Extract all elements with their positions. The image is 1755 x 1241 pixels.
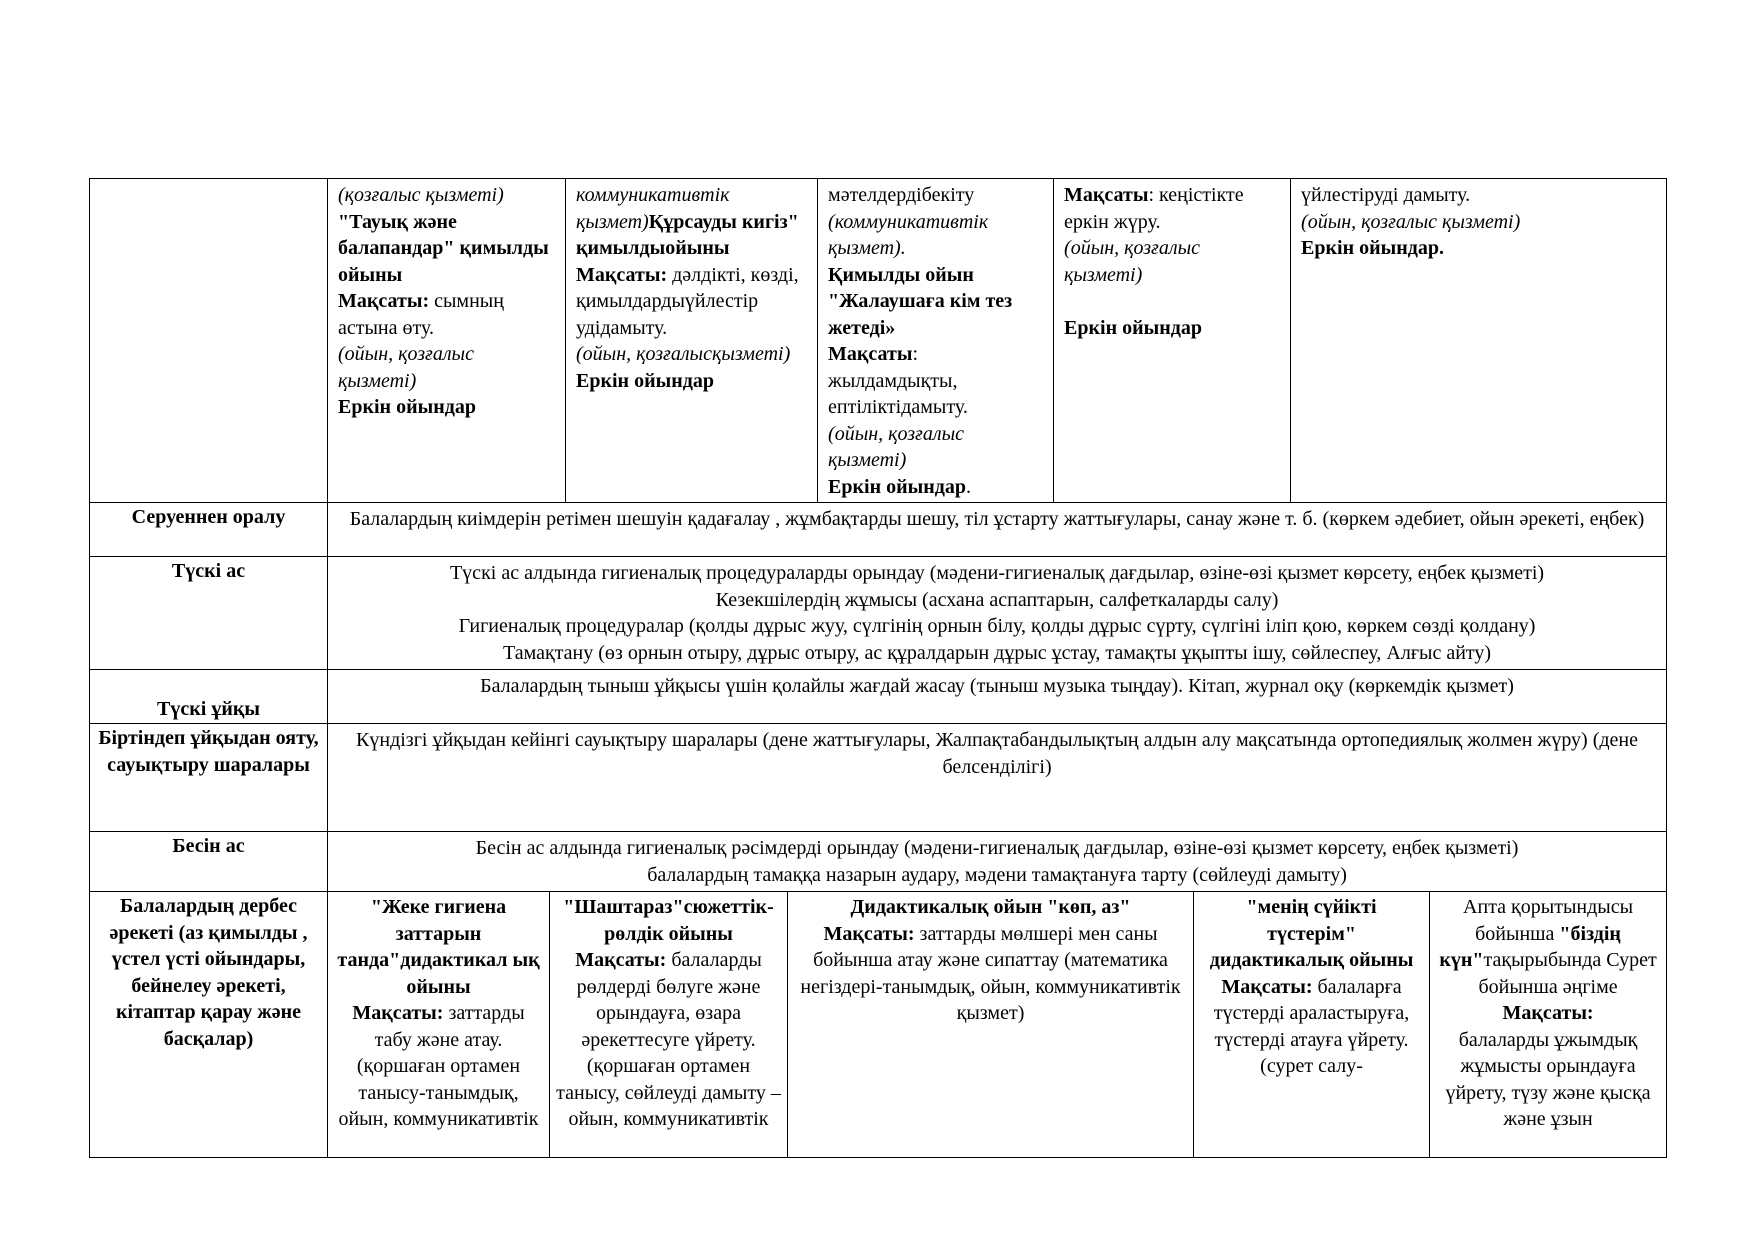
cell-text: Мақсаты: [823, 922, 915, 945]
activity-cell [1194, 892, 1430, 1158]
activity-cell [328, 892, 550, 1158]
description-line: Бесін ас алдында гигиеналық рәсімдерді орындау (мәдени-гигиеналық дағдылар, өзіне-өзі қызмет көрсету, еңбек қызметі) [475, 837, 1519, 859]
table-row [90, 557, 1667, 670]
cell-text: балаларға түстерді араластыруға, түстерді атауға үйрету. [1213, 975, 1410, 1051]
cell-text: "Шаштараз"сюжеттік-рөлдік ойыны [563, 896, 774, 945]
row-label: Түскі ас [90, 557, 328, 670]
cell-text: (қозғалыс қызметі) [338, 184, 504, 206]
row-description [328, 557, 1667, 670]
activity-cell [566, 179, 818, 503]
activity-cell [1054, 179, 1291, 503]
cell-text: (сурет салу- [1260, 1055, 1363, 1077]
cell-text: Мақсаты [828, 343, 913, 365]
description-line: Түскі ас алдында гигиеналық процедураларды орындау (мәдени-гигиеналық дағдылар, өзіне-өзі қызмет көрсету, еңбек қызметі) [449, 562, 1545, 584]
cell-text: (ойын, қозғалысқызметі) [576, 343, 791, 365]
description-line: Балалардың киімдерін ретімен шешуін қадағалау , жұмбақтарды шешу, тіл ұстарту жаттығулары, санау және т. б. (көркем әдебиет, ойын әрекеті, еңбек) [349, 508, 1645, 530]
row-label: Балалардың дербес әрекеті (аз қимылды , үстел үсті ойындары, бейнелеу әрекеті, кітаптар қарау және басқалар) [90, 892, 328, 1158]
cell-text: Дидактикалық ойын "көп, аз" [850, 896, 1131, 918]
cell-text: балаларды ұжымдық жұмысты орындауға үйрету, түзу және қысқа және ұзын [1445, 1028, 1651, 1130]
cell-text: дәлдікті, көзді, қимылдардыүйлестір удідамыту. [576, 263, 799, 339]
cell-text: "менің сүйікті түстерім" дидактикалық ойыны [1209, 896, 1414, 971]
row-label: Түскі ұйқы [90, 670, 328, 724]
cell-text: Мақсаты: [1221, 975, 1313, 998]
cell-text: (ойын, қозғалыс қызметі) [1301, 210, 1521, 233]
description-line: Тамақтану (өз орнын отыру, дұрыс отыру, ас құралдарын дұрыс ұстау, тамақты ұқыпты ішу, сөйлеспеу, Алғыс айту) [502, 641, 1492, 664]
cell-text: Мақсаты [1064, 184, 1149, 206]
cell-text: (ойын, қозғалыс қызметі) [1064, 237, 1200, 286]
row-label: Бесін ас [90, 832, 328, 892]
cell-text: Мақсаты: [576, 263, 668, 286]
cell-text: . [966, 475, 971, 498]
cell-text: мәтелдердібекіту [828, 184, 975, 206]
row-description [328, 503, 1667, 557]
description-line: Кезекшілердің жұмысы (асхана аспаптарын, салфеткаларды салу) [715, 588, 1279, 611]
cell-text: балаларды рөлдерді бөлуге және орындауға, өзара әрекеттесуге үйрету. (қоршаған ортамен танысу, сөйлеуді дамыту – ойын, коммуникативтік [556, 949, 781, 1130]
row-description [328, 832, 1667, 892]
cell-text: Еркін ойындар [338, 396, 476, 418]
table-row [90, 724, 1667, 832]
cell-text: Еркін ойындар [1064, 316, 1202, 339]
table-row [90, 832, 1667, 892]
table-row [90, 670, 1667, 724]
activity-cell [1430, 892, 1667, 1158]
row-label: Біртіндеп ұйқыдан ояту, сауықтыру шаралары [90, 724, 328, 832]
cell-text: коммуникативтік қызмет) [576, 184, 730, 233]
cell-text: Құрсауды кигіз" қимылдыойыны [576, 210, 799, 259]
cell-text: Еркін ойындар [576, 369, 714, 392]
cell-text: заттарды табу және атау. (қоршаған ортамен танысу-танымдық, ойын, коммуникативтік [338, 1002, 539, 1130]
table-row [90, 503, 1667, 557]
cell-text: сымның астына өту. [338, 290, 504, 339]
row-description [328, 670, 1667, 724]
table-row [90, 892, 1667, 1158]
cell-text: Мақсаты: [352, 1002, 444, 1024]
cell-text: Қимылды ойын "Жалаушаға кім тез жетеді» [828, 263, 1013, 339]
cell-text: Мақсаты: [1502, 1002, 1594, 1024]
cell-text: "Жеке гигиена заттарын танда"дидактикал ық ойыны [337, 896, 540, 998]
cell-text: (ойын, қозғалыс қызметі) [828, 422, 964, 471]
activity-cell [328, 179, 566, 503]
cell-text: заттарды мөлшері мен саны бойынша атау және сипаттау (математика негіздері-танымдық, ойын, коммуникативтік қызмет) [800, 922, 1181, 1024]
cell-text: Еркін ойындар. [1301, 237, 1445, 259]
cell-text [1064, 288, 1280, 315]
cell-text: (ойын, қозғалыс қызметі) [338, 343, 474, 392]
row-description [328, 724, 1667, 832]
description-line: Күндізгі ұйқыдан кейінгі сауықтыру шаралары (дене жаттығулары, Жалпақтабандылықтың алдын алу мақсатында ортопедиялық жолмен жүру) (дене белсенділігі) [356, 729, 1639, 778]
description-line: Гигиеналық процедуралар (қолды дұрыс жуу, сүлгінің орнын білу, қолды дұрыс сүрту, сүлгіні іліп қою, көркем сөзді қолдану) [458, 615, 1536, 637]
schedule-table-page [89, 178, 1666, 1158]
cell-text: Мақсаты: [338, 290, 430, 312]
row-label: Серуеннен оралу [90, 503, 328, 557]
cell-text: "Тауық және балапандар" қимылды ойыны [338, 210, 549, 286]
cell-text: үйлестіруді дамыту. [1301, 184, 1471, 206]
cell-text: (коммуникативтік қызмет). [828, 210, 989, 259]
description-line: Балалардың тыныш ұйқысы үшін қолайлы жағдай жасау (тыныш музыка тыңдау). Кітап, журнал оқу (көркемдік қызмет) [480, 675, 1514, 697]
cell-text: тақырыбында Сурет бойынша әңгіме [1478, 949, 1657, 998]
cell-text: Мақсаты: [575, 949, 667, 971]
activity-cell [818, 179, 1054, 503]
cell-text: Апта қорытындысы бойынша [1463, 896, 1634, 945]
activity-cell [788, 892, 1194, 1158]
activity-cell [550, 892, 788, 1158]
activity-cell [1291, 179, 1667, 503]
row-label [90, 179, 328, 503]
cell-text: : жылдамдықты, ептіліктідамыту. [828, 343, 968, 418]
cell-text: "біздің күн" [1439, 922, 1621, 971]
table-row [90, 179, 1667, 503]
cell-text: : кеңістікте еркін жүру. [1064, 184, 1244, 233]
schedule-table [89, 178, 1667, 1158]
description-line: балалардың тамаққа назарын аудару, мәдени тамақтануға тарту (сөйлеуді дамыту) [647, 863, 1347, 886]
cell-text: Еркін ойындар [828, 475, 966, 498]
